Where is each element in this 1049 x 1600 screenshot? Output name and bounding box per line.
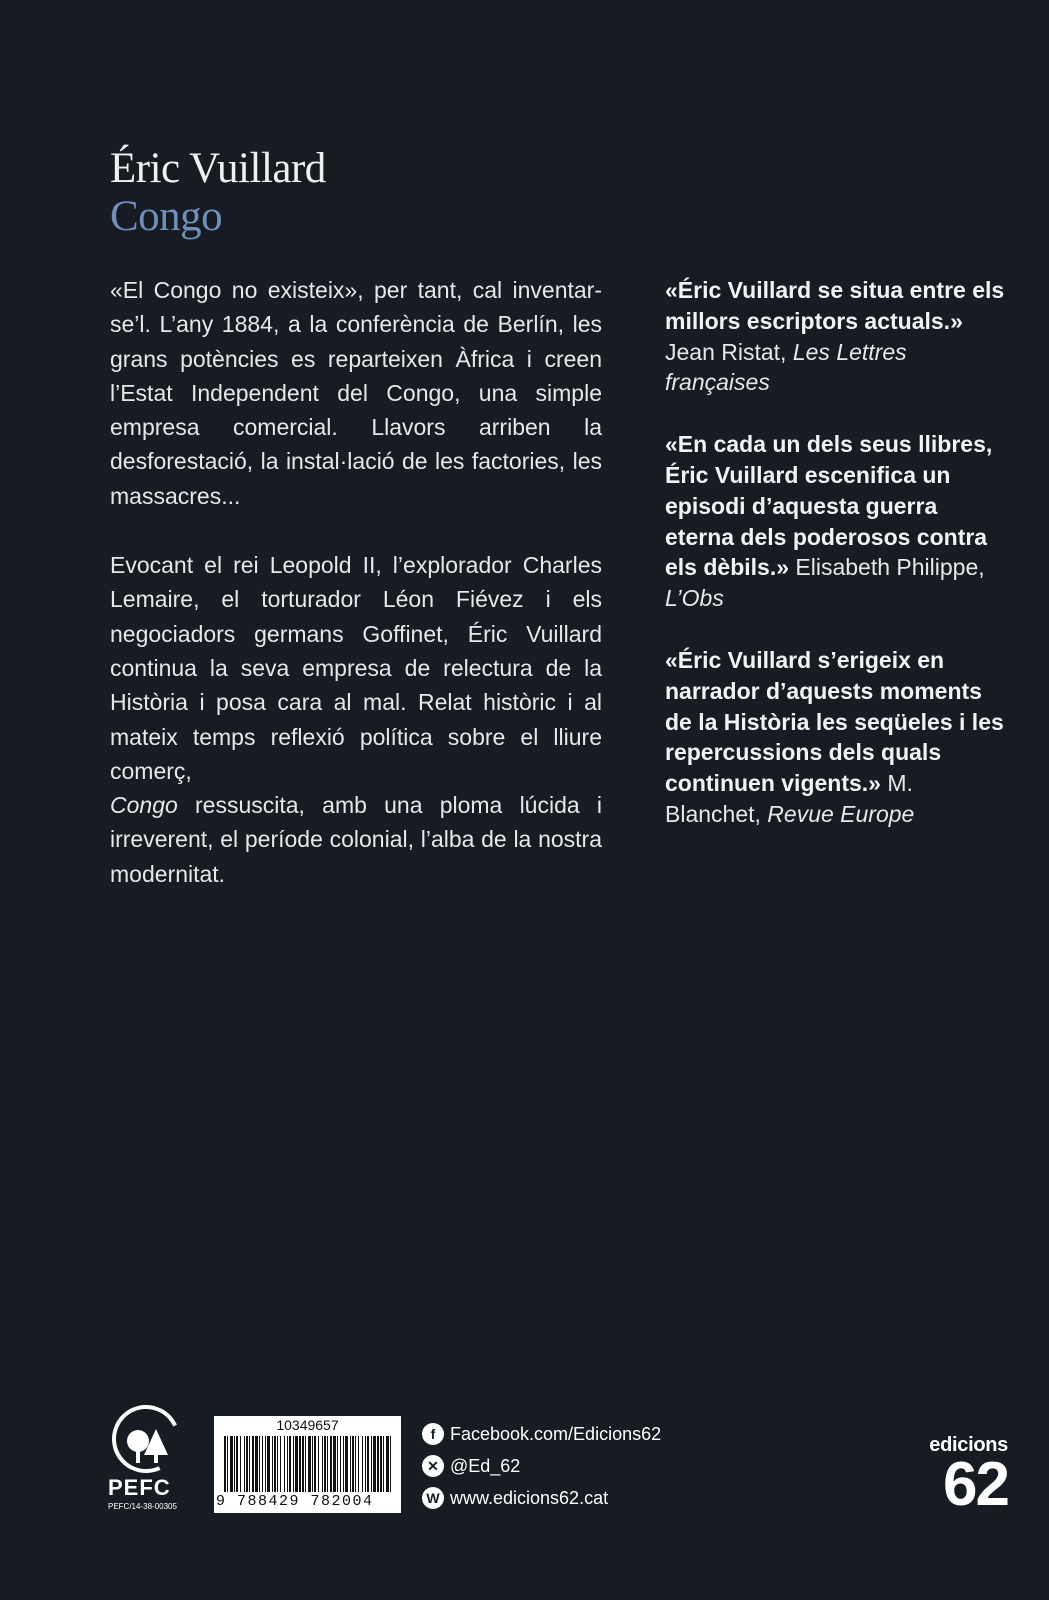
barcode-bar [308, 1436, 311, 1492]
barcode-bar [262, 1436, 263, 1492]
barcode-bar [267, 1436, 270, 1492]
barcode-bar [312, 1436, 313, 1492]
blurb-paragraph-1: «El Congo no existeix», per tant, cal inventar-se’l. L’any 1884, a la conferència de Berlín, les grans potències es reparteixen Àfrica i creen l’Estat Independent del Congo, una simple empresa comercial. Llavors arriben la desforestació, la instal·lació de les factories, les massacres... [110, 277, 602, 509]
blurb-paragraph-2 [110, 548, 602, 891]
barcode-bar [227, 1436, 228, 1492]
barcode-bar [318, 1436, 319, 1492]
quote-source: Jean Ristat, [665, 338, 793, 365]
barcode-bar [371, 1436, 372, 1492]
quote-text: «Éric Vuillard s’erigeix en narrador d’aquests moments de la Història les seqüeles i les repercussions dels quals continuen vigents.» [665, 646, 1004, 797]
x-text: @Ed_62 [450, 1456, 521, 1476]
quote-text: «Éric Vuillard se situa entre els millors escriptors actuals.» [665, 277, 1005, 334]
barcode-bar [337, 1436, 338, 1492]
quote-publication: Les Lettres françaises [665, 338, 907, 396]
barcode-bar [277, 1436, 278, 1492]
review-quote [665, 429, 1010, 614]
barcode-bar [358, 1436, 359, 1492]
pefc-code: PEFC/14-38-00305 [108, 1502, 177, 1511]
book-title: Congo [110, 193, 223, 240]
author-name: Éric Vuillard [110, 145, 326, 192]
blurb-title-italic: Congo [110, 792, 178, 819]
barcode-bar [295, 1436, 298, 1492]
barcode-bar [302, 1436, 304, 1492]
barcode-bar [259, 1436, 260, 1492]
barcode-bar [333, 1436, 336, 1492]
quote-text: «En cada un dels seus llibres, Éric Vuillard escenifica un episodi d’aquesta guerra eterna dels poderosos contra els dèbils.» [665, 431, 993, 581]
barcode-isbn-number: 9 788429 782004 [216, 1493, 374, 1510]
barcode-bar [234, 1436, 235, 1492]
barcode-bars [224, 1436, 391, 1492]
barcode-bar [350, 1436, 351, 1492]
facebook-icon: f [422, 1423, 444, 1445]
blurb-text: Evocant el rei Leopold II, l’explorador Charles Lemaire, el torturador Léon Fiévez i els negociadors germans Goffinet, Éric Vuillard continua la seva empresa de relectura de la Història i posa cara al mal. Relat històric i al mateix temps reflexió política sobre el lliure comerç, [110, 552, 602, 784]
barcode-ref-number: 10349657 [276, 1417, 339, 1433]
barcode-bar [383, 1436, 384, 1492]
barcode-bar [230, 1436, 233, 1492]
barcode-bar [287, 1436, 288, 1492]
x-icon: ✕ [422, 1455, 444, 1477]
barcode-bar [390, 1436, 391, 1492]
barcode-bar [373, 1436, 376, 1492]
barcode-bar [377, 1436, 379, 1492]
barcode-bar [236, 1436, 238, 1492]
review-quotes [665, 275, 1010, 861]
publisher-logo [908, 1434, 1008, 1519]
x-link[interactable] [422, 1450, 661, 1482]
quote-publication: L’Obs [665, 585, 724, 612]
barcode-bar [386, 1436, 389, 1492]
barcode-bar [299, 1436, 301, 1492]
facebook-link[interactable] [422, 1418, 661, 1450]
barcode-bar [246, 1436, 248, 1492]
website-text: www.edicions62.cat [450, 1488, 609, 1508]
barcode-bar [274, 1436, 276, 1492]
barcode-bar [284, 1436, 285, 1492]
pefc-logo [108, 1405, 188, 1515]
pefc-trees-icon [112, 1405, 182, 1475]
review-quote [665, 275, 1010, 398]
barcode-bar [280, 1436, 281, 1492]
barcode-bar [240, 1436, 241, 1492]
barcode-bar [380, 1436, 382, 1492]
social-links [422, 1418, 661, 1514]
barcode-bar [244, 1436, 245, 1492]
facebook-text: Facebook.com/Edicions62 [450, 1424, 662, 1444]
review-quote [665, 645, 1010, 830]
barcode-bar [345, 1436, 348, 1492]
barcode-bar [324, 1436, 326, 1492]
barcode-bar [340, 1436, 341, 1492]
barcode-bar [272, 1436, 273, 1492]
barcode-bar [252, 1436, 254, 1492]
barcode-bar [343, 1436, 344, 1492]
barcode-bar [224, 1436, 226, 1492]
barcode-bar [305, 1436, 306, 1492]
quote-publication: Revue Europe [767, 800, 915, 827]
barcode-bar [352, 1436, 354, 1492]
barcode-bar [362, 1436, 363, 1492]
blurb [110, 273, 602, 891]
barcode-bar [265, 1436, 266, 1492]
isbn-barcode [214, 1416, 401, 1513]
barcode-bar [330, 1436, 332, 1492]
quote-source: Elisabeth Philippe, [789, 554, 985, 581]
pefc-label: PEFC [108, 1475, 171, 1500]
blurb-text: ressuscita, amb una ploma lúcida i irreverent, el període colonial, l’alba de la nostra modernitat. [110, 792, 602, 887]
barcode-bar [249, 1436, 250, 1492]
barcode-bar [255, 1436, 258, 1492]
barcode-bar [293, 1436, 294, 1492]
publisher-number: 62 [943, 1450, 1008, 1519]
web-icon: W [422, 1487, 444, 1509]
publisher-name: edicions [929, 1434, 1008, 1456]
barcode-bar [355, 1436, 356, 1492]
quote-source: M. Blanchet, [665, 770, 913, 827]
website-link[interactable] [422, 1482, 661, 1514]
barcode-bar [327, 1436, 328, 1492]
barcode-bar [367, 1436, 369, 1492]
barcode-bar [322, 1436, 323, 1492]
barcode-bar [289, 1436, 291, 1492]
barcode-bar [314, 1436, 316, 1492]
barcode-bar [365, 1436, 366, 1492]
